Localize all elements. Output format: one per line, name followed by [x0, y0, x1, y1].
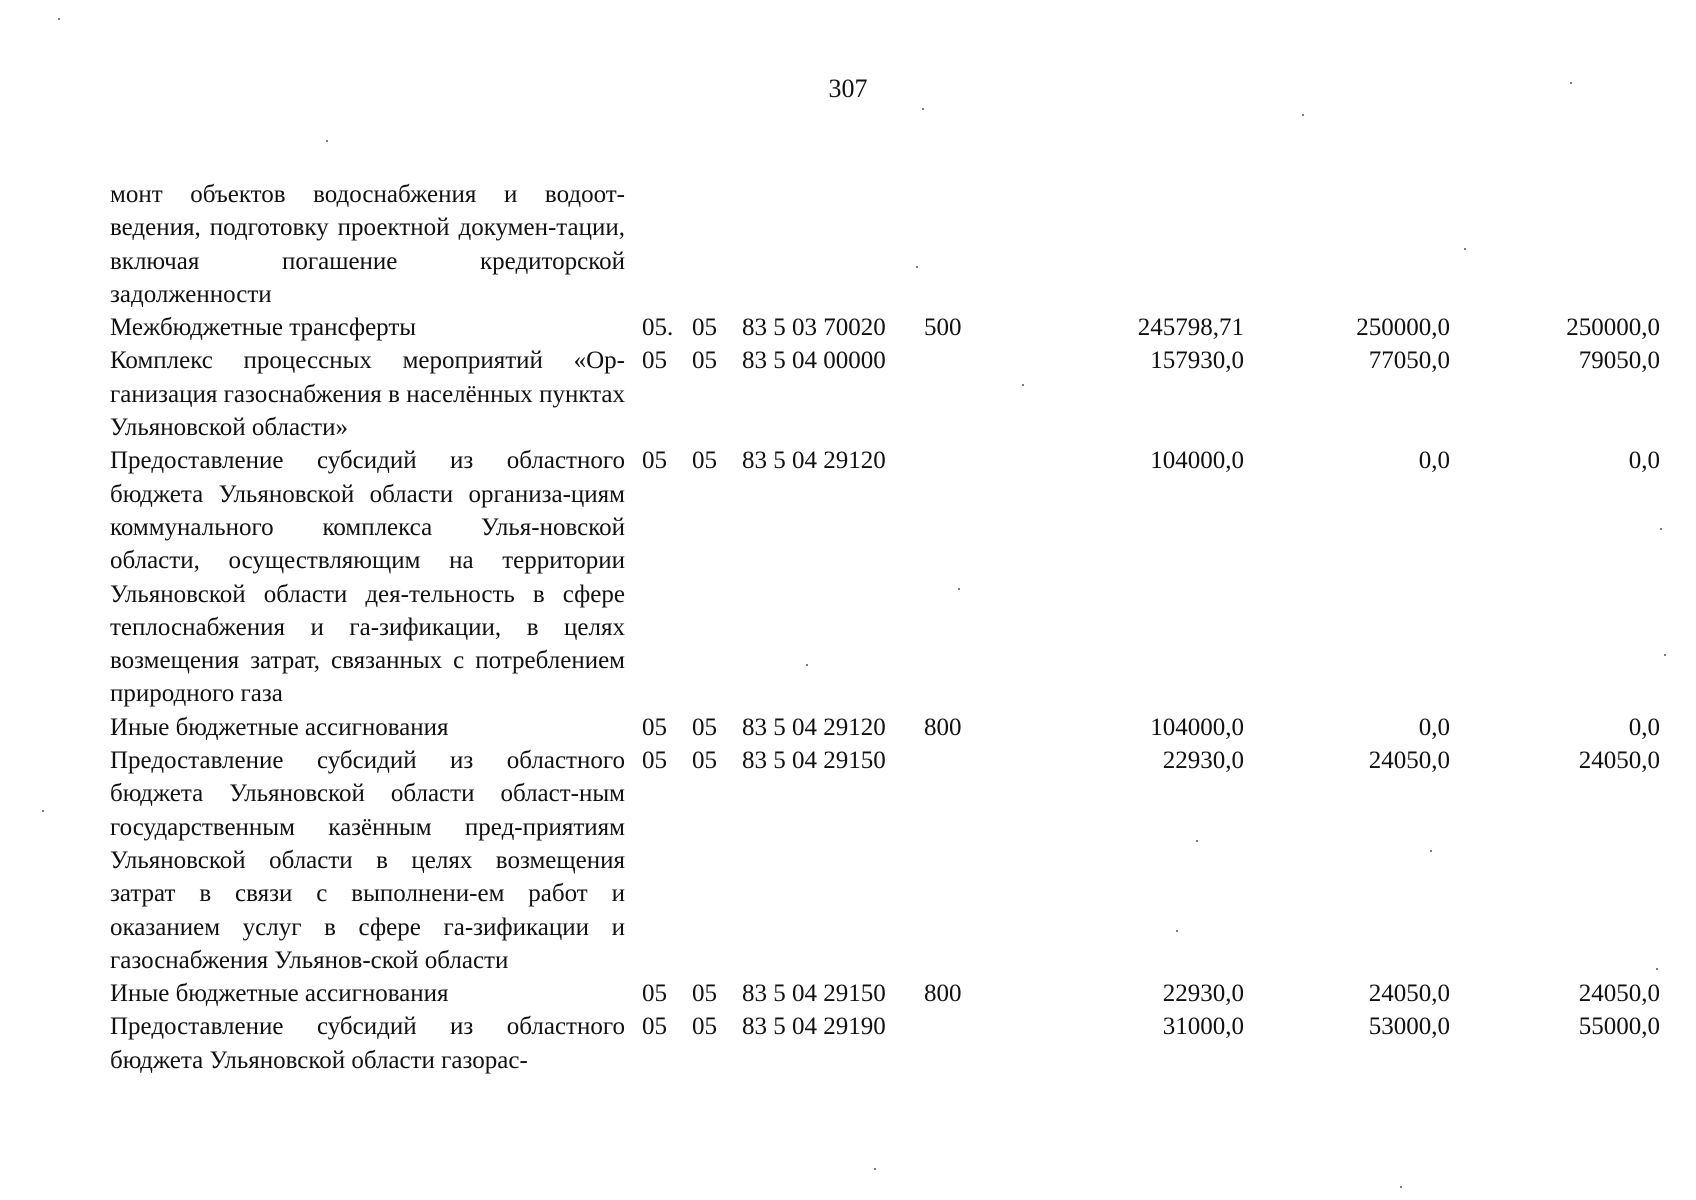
expense-type-code: 800: [924, 980, 962, 1008]
scan-speck: [874, 1168, 876, 1170]
page-number: 307: [828, 74, 868, 103]
section-code: 05.: [642, 314, 674, 342]
scan-speck: [1570, 82, 1572, 84]
scan-speck: [1664, 654, 1666, 656]
section-code: 05: [642, 447, 667, 475]
row-description: Предоставление субсидий из областного бюджета Ульяновской области газорас-: [110, 1013, 625, 1074]
amount-year-3: 55000,0: [1578, 1013, 1660, 1041]
scan-speck: [58, 18, 60, 20]
scan-speck: [1464, 248, 1466, 250]
subsection-code: 05: [692, 314, 717, 342]
table-row: [110, 1010, 1660, 1077]
scan-speck: [326, 140, 328, 142]
section-code: 05: [642, 1013, 667, 1041]
table-row: [110, 344, 1660, 444]
target-article-code: 83 5 03 70020: [742, 314, 886, 342]
amount-year-1: 157930,0: [1150, 347, 1244, 375]
table-row: [110, 444, 1660, 710]
row-description: Иные бюджетные ассигнования: [110, 980, 449, 1008]
target-article-code: 83 5 04 29150: [742, 980, 886, 1008]
row-description: монт объектов водоснабжения и водоот-ведения, подготовку проектной докумен-тации, включая погашение кредиторской задолженности: [110, 181, 625, 308]
scan-speck: [1196, 840, 1198, 842]
subsection-code: 05: [692, 347, 717, 375]
amount-year-2: 0,0: [1418, 447, 1450, 475]
table-row: [110, 977, 1660, 1010]
scan-speck: [1660, 528, 1662, 530]
scan-speck: [1302, 114, 1304, 116]
row-description: Иные бюджетные ассигнования: [110, 713, 449, 741]
amount-year-1: 104000,0: [1150, 447, 1244, 475]
scan-speck: [922, 108, 924, 110]
amount-year-2: 24050,0: [1368, 747, 1450, 775]
table-row: [110, 178, 625, 311]
amount-year-2: 53000,0: [1368, 1013, 1450, 1041]
scan-speck: [1656, 968, 1658, 970]
row-description: Комплекс процессных мероприятий «Ор-ганизация газоснабжения в населённых пунктах Ульяновской области»: [110, 347, 625, 442]
section-code: 05: [642, 747, 667, 775]
subsection-code: 05: [692, 980, 717, 1008]
amount-year-3: 24050,0: [1578, 747, 1660, 775]
amount-year-1: 31000,0: [1162, 1013, 1244, 1041]
subsection-code: 05: [692, 713, 717, 741]
scan-speck: [1022, 384, 1024, 386]
scan-speck: [1400, 1186, 1402, 1188]
scan-speck: [806, 664, 808, 666]
amount-year-1: 104000,0: [1150, 713, 1244, 741]
scan-speck: [1430, 850, 1432, 852]
expense-type-code: 500: [924, 314, 962, 342]
target-article-code: 83 5 04 29190: [742, 1013, 886, 1041]
section-code: 05: [642, 713, 667, 741]
target-article-code: 83 5 04 29120: [742, 447, 886, 475]
scan-speck: [1176, 930, 1178, 932]
amount-year-2: 77050,0: [1368, 347, 1450, 375]
amount-year-1: 22930,0: [1162, 747, 1244, 775]
row-description: Межбюджетные трансферты: [110, 314, 417, 342]
amount-year-1: 22930,0: [1162, 980, 1244, 1008]
section-code: 05: [642, 347, 667, 375]
target-article-code: 83 5 04 00000: [742, 347, 886, 375]
table-row: [110, 744, 1660, 977]
subsection-code: 05: [692, 447, 717, 475]
scan-speck: [958, 588, 960, 590]
row-description: Предоставление субсидий из областного бюджета Ульяновской области организа-циям коммунального комплекса Улья-новской области, осуществляющим на территории Ульяновской области дея-тельность в сфере теплоснабжения и га-зификации, в целях возмещения затрат, связанных с потреблением природного газа: [110, 447, 625, 708]
amount-year-3: 79050,0: [1578, 347, 1660, 375]
amount-year-3: 0,0: [1628, 713, 1660, 741]
subsection-code: 05: [692, 1013, 717, 1041]
target-article-code: 83 5 04 29120: [742, 713, 886, 741]
amount-year-2: 24050,0: [1368, 980, 1450, 1008]
target-article-code: 83 5 04 29150: [742, 747, 886, 775]
scan-speck: [42, 810, 44, 812]
amount-year-1: 245798,71: [1137, 314, 1244, 342]
subsection-code: 05: [692, 747, 717, 775]
row-description: Предоставление субсидий из областного бюджета Ульяновской области област-ным государственным казённым пред-приятиям Ульяновской области в целях возмещения затрат в связи с выполнени-ем работ и оказанием услуг в сфере га-зификации и газоснабжения Ульянов-ской области: [110, 747, 625, 974]
amount-year-2: 0,0: [1418, 713, 1450, 741]
scan-speck: [916, 266, 918, 268]
expense-type-code: 800: [924, 713, 962, 741]
section-code: 05: [642, 980, 667, 1008]
amount-year-2: 250000,0: [1356, 314, 1450, 342]
table-row: [110, 711, 1660, 744]
table-row: [110, 311, 1660, 344]
budget-table: [110, 178, 1660, 1077]
amount-year-3: 24050,0: [1578, 980, 1660, 1008]
amount-year-3: 250000,0: [1566, 314, 1660, 342]
amount-year-3: 0,0: [1628, 447, 1660, 475]
